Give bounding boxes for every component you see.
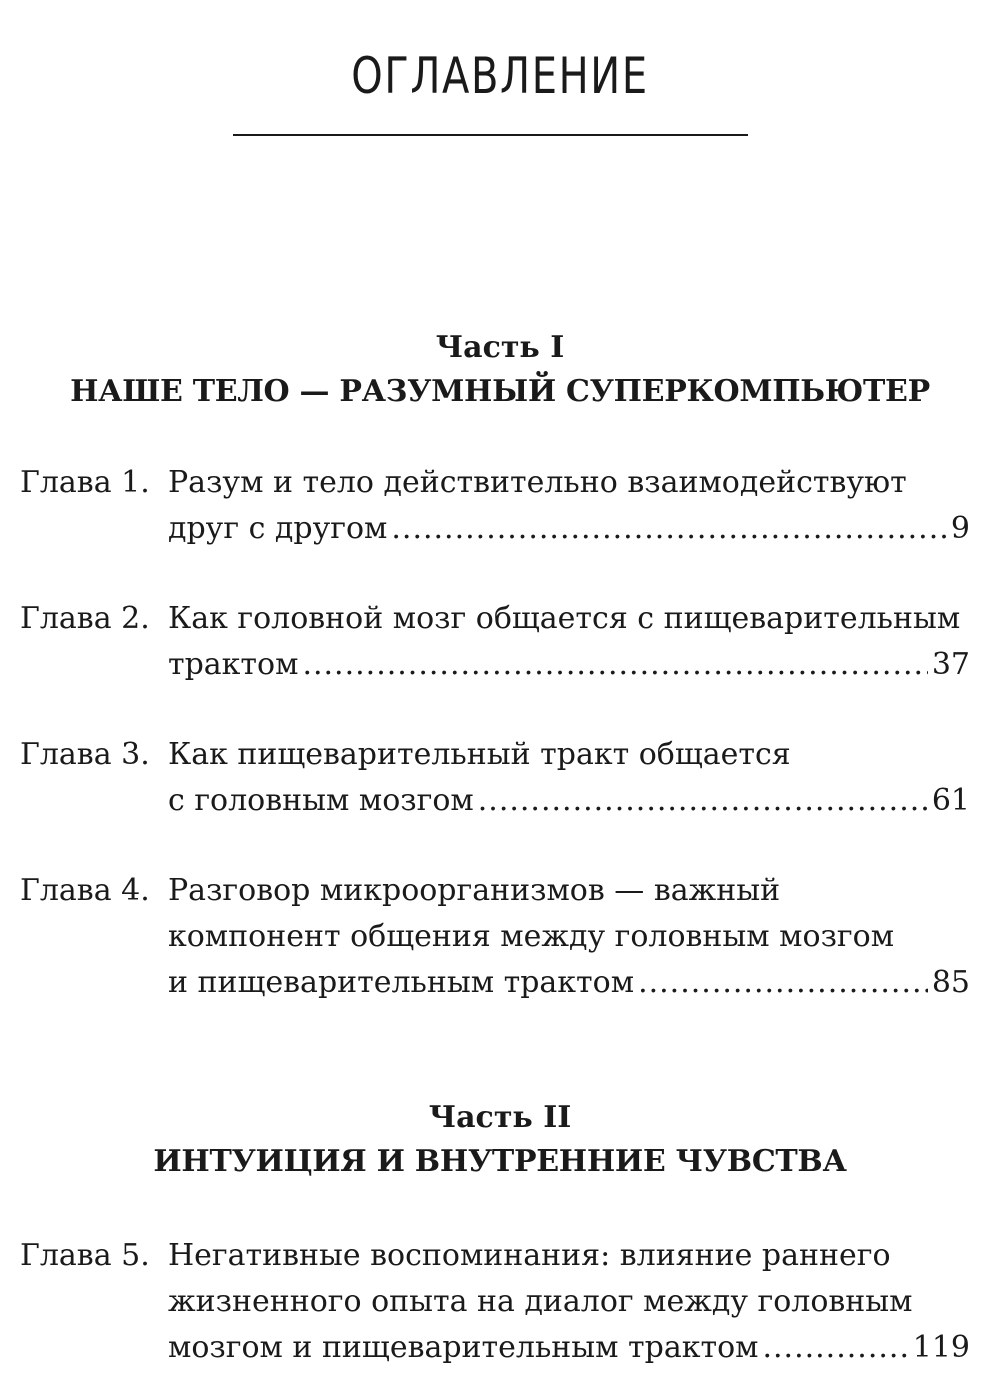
toc-entry-chapter-4[interactable] (20, 868, 970, 1006)
dot-leader (302, 642, 927, 688)
part-title: НАШЕ ТЕЛО — РАЗУМНЫЙ СУПЕРКОМПЬЮТЕР (70, 374, 930, 409)
chapter-title-line: друг с другом (168, 511, 388, 546)
page-number: 37 (931, 647, 970, 682)
toc-entry-chapter-2[interactable] (20, 596, 970, 688)
chapter-label: Глава 5. (20, 1238, 150, 1273)
chapter-label: Глава 3. (20, 737, 150, 772)
chapter-title-line: с головным мозгом (168, 783, 474, 818)
dot-leader (391, 506, 947, 552)
chapter-title-line: Негативные воспоминания: влияние раннего (168, 1238, 891, 1273)
chapter-title-line: Как пищеварительный тракт общается (168, 737, 791, 772)
page-number: 85 (931, 965, 970, 1000)
chapter-title-line: Разговор микроорганизмов — важный (168, 873, 781, 908)
part-number: Часть I (435, 330, 565, 365)
chapter-label: Глава 4. (20, 873, 150, 908)
chapter-title-line: и пищеварительным трактом (168, 965, 635, 1000)
part-heading-2 (0, 1096, 1000, 1184)
page-title: ОГЛАВЛЕНИЕ (351, 46, 649, 105)
chapter-title-line: трактом (168, 647, 299, 682)
page-number: 119 (912, 1330, 970, 1365)
toc-entry-chapter-1[interactable] (20, 460, 970, 552)
chapter-title-line: жизненного опыта на диалог между головным (168, 1284, 913, 1319)
part-number: Часть II (428, 1100, 572, 1135)
chapter-label: Глава 1. (20, 465, 150, 500)
dot-leader (638, 960, 928, 1006)
chapter-title-line: Как головной мозг общается с пищеварительным (168, 601, 961, 636)
page-number: 9 (950, 511, 970, 546)
toc-entry-chapter-3[interactable] (20, 732, 970, 824)
part-heading-1 (0, 326, 1000, 414)
page-number: 61 (931, 783, 970, 818)
dot-leader (478, 778, 928, 824)
title-divider (233, 134, 748, 136)
chapter-label: Глава 2. (20, 601, 150, 636)
dot-leader (762, 1325, 908, 1371)
toc-entry-chapter-5[interactable] (20, 1233, 970, 1371)
chapter-title-line: компонент общения между головным мозгом (168, 919, 895, 954)
chapter-title-line: мозгом и пищеварительным трактом (168, 1330, 759, 1365)
chapter-title-line: Разум и тело действительно взаимодействуют (168, 465, 907, 500)
part-title: ИНТУИЦИЯ И ВНУТРЕННИЕ ЧУВСТВА (153, 1144, 847, 1179)
